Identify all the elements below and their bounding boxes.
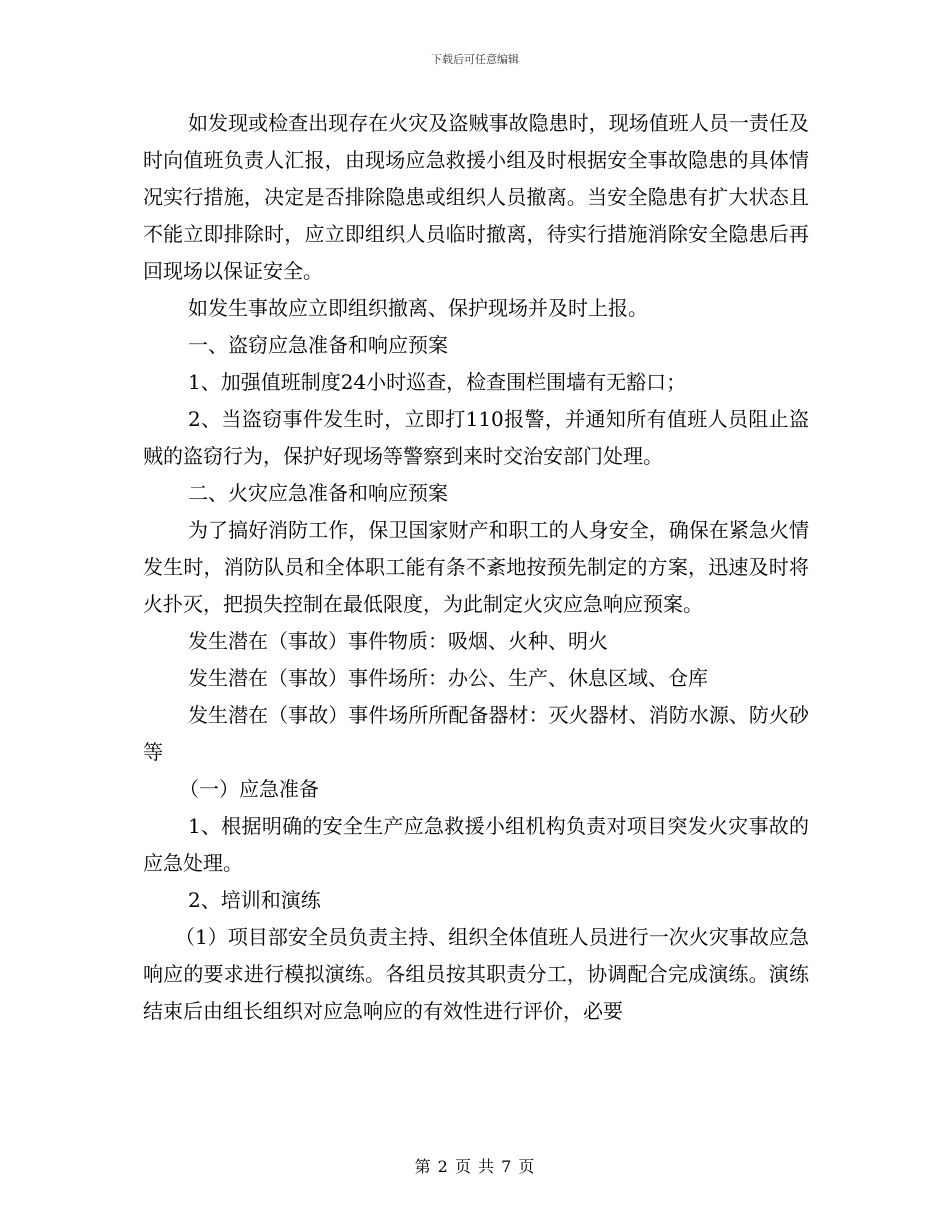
page-number-footer: 第 2 页 共 7 页 (414, 1157, 536, 1176)
paragraph-hazard-report: 如发现或检查出现存在火灾及盗贼事故隐患时，现场值班人员一责任及时向值班负责人汇报，由现场应急救援小组及时根据安全事故隐患的具体情况实行措施，决定是否排除隐患或组织人员撤离。当安全隐患有扩大状态且不能立即排除时，应立即组织人员临时撤离，待实行措施消除安全隐患后再回现场以保证安全。 (143, 111, 809, 283)
paragraph-prep-item-1: 1、根据明确的安全生产应急救援小组机构负责对项目突发火灾事故的应急处理。 (143, 814, 809, 875)
paragraph-training-item-1: （1）项目部安全员负责主持、组织全体值班人员进行一次火灾事故应急响应的要求进行模拟演练。各组员按其职责分工，协调配合完成演练。演练结束后由组长组织对应急响应的有效性进行评价，必要 (143, 925, 809, 1023)
paragraph-theft-item-2: 2、当盗窃事件发生时，立即打110报警，并通知所有值班人员阻止盗贼的盗窃行为，保护好现场等警察到来时交治安部门处理。 (143, 407, 809, 468)
heading-training-drill: 2、培训和演练 (188, 888, 321, 912)
paragraph-hazard-substances: 发生潜在（事故）事件物质：吸烟、火种、明火 (188, 629, 608, 653)
heading-theft-plan: 一、盗窃应急准备和响应预案 (188, 333, 448, 357)
heading-fire-plan: 二、火灾应急准备和响应预案 (188, 481, 448, 505)
paragraph-accident-evacuation: 如发生事故应立即组织撤离、保护现场并及时上报。 (188, 296, 648, 320)
paragraph-theft-item-1: 1、加强值班制度24小时巡查，检查围栏围墙有无豁口； (188, 370, 687, 394)
heading-emergency-preparation: （一）应急准备 (179, 777, 319, 801)
paragraph-hazard-equipment: 发生潜在（事故）事件场所所配备器材：灭火器材、消防水源、防火砂等 (143, 703, 809, 764)
paragraph-hazard-locations: 发生潜在（事故）事件场所：办公、生产、休息区域、仓库 (188, 666, 708, 690)
paragraph-fire-purpose: 为了搞好消防工作，保卫国家财产和职工的人身安全，确保在紧急火情发生时，消防队员和全体职工能有条不紊地按预先制定的方案，迅速及时将火扑灭，把损失控制在最低限度，为此制定火灾应急响应预案。 (143, 518, 809, 616)
document-body (143, 105, 809, 1030)
page-header-note: 下载后可任意编辑 (431, 53, 519, 66)
